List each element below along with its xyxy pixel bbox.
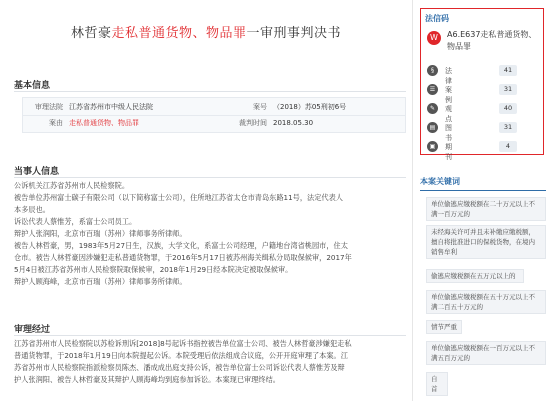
cause-value[interactable]: 走私普通货物、物品罪 [69,119,139,127]
law-seal-icon: W [427,31,441,45]
date-value: 2018.05.30 [273,119,314,127]
count-badge: 31 [499,84,517,95]
cause-label: 案由 [49,119,63,127]
keyword-tag[interactable]: 单位偷逃应缴税额在一百万元以上不满五百万元的 [426,341,546,365]
parties-line: 诉讼代表人蔡惟芳，系富士公司员工。 [14,217,137,226]
basic-info-heading: 基本信息 [14,81,51,91]
date-label: 裁判时间 [239,119,267,127]
parties-line: 公诉机关江苏省苏州市人民检察院。 [14,181,130,190]
parties-line: 本多辰也。 [14,205,50,214]
parties-line: 5月4日被江苏省苏州市人民检察院取保候审，2018年1月29日经本院决定被取保候审。 [14,265,293,274]
keywords-divider [420,190,546,191]
page-title [0,22,412,41]
count-badge: 40 [499,103,517,114]
book-icon: ▤ [427,122,438,133]
column-divider [412,0,413,401]
court-label: 审理法院 [35,103,63,111]
keyword-tag[interactable]: 情节严重 [426,320,462,334]
journal-icon: ▣ [427,141,438,152]
case-no-value: （2018）苏05刑初6号 [273,103,347,111]
count-label: 图书 [445,124,452,142]
court-value: 江苏省苏州市中级人民法院 [69,103,153,111]
title-name: 林哲豪 [70,26,112,41]
law-code-link[interactable]: A6.E637走私普通货物、物品罪 [447,30,537,51]
basic-info-divider [14,91,406,92]
trial-line: 护人张润阳、被告人林哲豪及其辩护人顾海峰均到庭参加诉讼。本案现已审理终结。 [14,375,280,384]
count-badge: 31 [499,122,517,133]
parties-line: 仓市。被告人林哲豪因涉嫌犯走私普通货物罪，于2016年5月17日被苏州海关缉私分局取保候审，2017年 [14,253,352,262]
parties-line: 辩护人顾海峰，北京市百瑞（苏州）律师事务所律师。 [14,277,187,286]
keyword-tag[interactable]: 未经海关许可并且未补缴应缴税额，擅自将批准进口的保税货物，在境内销售牟利 [426,225,546,259]
title-suffix: 一审刑事判决书 [246,26,342,41]
trial-line: 普通货物罪，于2018年1月19日向本院提起公诉。本院受理后依法组成合议庭，公开开庭审理了本案。江 [14,351,348,360]
parties-text [14,180,406,288]
parties-line: 辩护人张润阳，北京市百瑞（苏州）律师事务所律师。 [14,229,187,238]
case-no-label: 案号 [253,103,267,111]
basic-info-box [22,97,406,133]
keyword-tag[interactable]: 单位偷逃应缴税额在二十万元以上不满一百万元的 [426,197,546,221]
keyword-tag[interactable]: 自首 [426,372,448,396]
count-badge: 41 [499,65,517,76]
count-label: 法律 [445,67,452,85]
title-crime[interactable]: 走私普通货物、物品罪 [111,26,247,41]
trial-line: 苏省苏州市人民检察院指派检察员陈杰、潘成成出庭支持公诉，被告单位富士公司诉讼代表人蔡惟芳及辩 [14,363,345,372]
keywords-heading: 本案关键词 [420,177,460,186]
parties-line: 被告人林哲豪，男，1983年5月27日生，汉族，大学文化，系富士公司经理，户籍地台湾省桃园市，住太 [14,241,348,250]
opinion-icon: ✎ [427,103,438,114]
keyword-tag[interactable]: 单位偷逃应缴税额在五十万元以上不满二百五十万元的 [426,290,546,314]
faxin-code-heading: 法信码 [425,14,449,23]
trial-heading: 审理经过 [14,325,51,335]
faxin-code-panel [420,8,544,161]
keyword-tag[interactable]: 偷逃应缴税额在五万元以上的 [426,269,524,283]
case-icon: ☰ [427,84,438,95]
law-icon: § [427,65,438,76]
parties-divider [14,177,406,178]
parties-line: 被告单位苏州富士碳子有限公司（以下简称富士公司），住所地江苏省太仓市青岛东路11号，法定代表人 [14,193,343,202]
trial-text [14,338,406,386]
trial-line: 江苏省苏州市人民检察院以苏检诉刑诉[2018]8号起诉书指控被告单位富士公司、被告人林哲豪涉嫌犯走私 [14,339,352,348]
count-label: 期刊 [445,143,452,161]
trial-divider [14,335,406,336]
count-label: 观点 [445,105,452,123]
count-label: 案例 [445,86,452,104]
count-badge: 4 [499,141,517,152]
parties-heading: 当事人信息 [14,167,60,177]
